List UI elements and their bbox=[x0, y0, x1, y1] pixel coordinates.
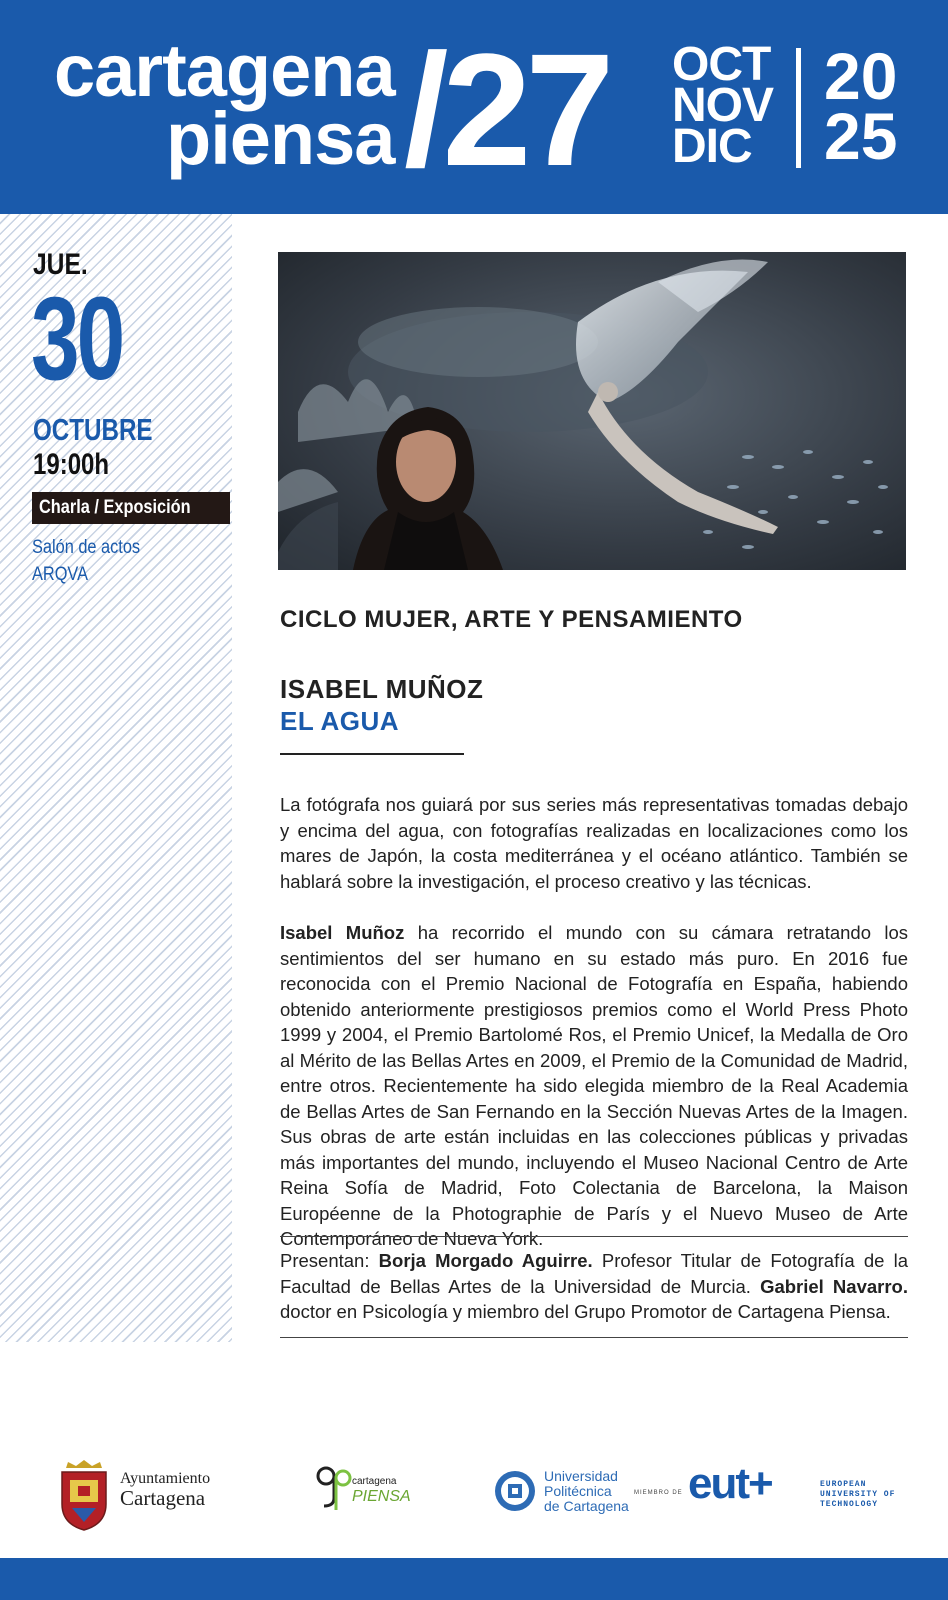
event-day: 30 bbox=[31, 273, 123, 405]
edition-months bbox=[672, 38, 774, 173]
upct-name bbox=[544, 1469, 629, 1514]
upct-line1: Universidad bbox=[544, 1468, 618, 1484]
month-nov: NOV bbox=[672, 79, 774, 132]
month-dic: DIC bbox=[672, 120, 752, 173]
upct-line2: Politécnica bbox=[544, 1483, 612, 1499]
presenter2-text: doctor en Psicología y miembro del Grupo Promotor de Cartagena Piensa. bbox=[280, 1301, 891, 1322]
header-title-line2: piensa bbox=[166, 97, 395, 180]
talk-title: EL AGUA bbox=[280, 706, 400, 736]
ayuntamiento-crest-icon bbox=[56, 1460, 112, 1532]
event-type-label: Charla / Exposición bbox=[39, 497, 191, 518]
event-month: OCTUBRE bbox=[33, 412, 153, 447]
event-time: 19:00h bbox=[33, 448, 110, 481]
cartagena-piensa-logo-icon bbox=[316, 1464, 352, 1514]
event-type-badge bbox=[32, 492, 230, 524]
divider-bottom bbox=[280, 1337, 908, 1338]
venue-line1: Salón de actos bbox=[32, 537, 141, 558]
presenter2-name: Gabriel Navarro. bbox=[760, 1275, 908, 1297]
presenters-label: Presentan: bbox=[280, 1250, 379, 1271]
cycle-title: CICLO MUJER, ARTE Y PENSAMIENTO bbox=[280, 606, 743, 633]
eut-logo-mark: eut+ bbox=[688, 1459, 772, 1508]
bio-text: ha recorrido el mundo con su cámara retratando los sentimientos del ser humano en su estado más puro. En 2016 fue reconocida con el Premio Nacional de Fotografía en España, habiendo obtenido anteriormente prestigiosos premios como el World Press Photo 1999 y 2004, el Premio Bartolomé Ros, el Premio Unicef, la Medalla de Oro al Mérito de las Bellas Artes en 2009, el Premio de la Comunidad de Madrid, entre otros. Recientemente ha sido elegida miembro de la Real Academia de Bellas Artes de San Fernando en la Sección Nuevas Artes de la Imagen. Sus obras de arte están incluidas en las colecciones públicas y privadas más importantes del mundo, incluyendo el Museo Nacional Centro de Arte Reina Sofía de Madrid, Foto Colectania de Barcelona, la Maison Européenne de la Photographie de París y el Nuevo Museo de Arte Contemporáneo de Nueva York. bbox=[280, 922, 908, 1249]
edition-year bbox=[824, 39, 898, 173]
cp-line2: PIENSA bbox=[352, 1488, 411, 1505]
presenter1-text: Profesor Titular de Fotografía de la Facultad de Bellas Artes de la Universidad de Murcia. bbox=[280, 1250, 908, 1297]
ayto-line2: Cartagena bbox=[120, 1486, 206, 1510]
header-title-line1: cartagena bbox=[54, 29, 395, 112]
event-venue bbox=[32, 534, 140, 588]
ayto-line1: Ayuntamiento bbox=[120, 1470, 211, 1487]
sponsor-logos bbox=[0, 1450, 948, 1540]
member-of-label: MIEMBRO DE bbox=[634, 1490, 683, 1496]
event-weekday: JUE. bbox=[33, 248, 88, 281]
eut-name bbox=[820, 1480, 895, 1510]
year-line2: 25 bbox=[824, 99, 898, 173]
upct-emblem-icon bbox=[494, 1470, 536, 1512]
year-line1: 20 bbox=[824, 39, 898, 113]
month-oct: OCT bbox=[672, 38, 771, 91]
header-banner bbox=[0, 0, 948, 214]
divider-top bbox=[280, 1236, 908, 1237]
cp-line1: cartagena bbox=[352, 1476, 397, 1487]
eut-line1: EUROPEAN bbox=[820, 1480, 867, 1489]
edition-number: /27 bbox=[404, 20, 609, 199]
presenters-paragraph bbox=[280, 1248, 908, 1325]
event-photo bbox=[278, 252, 906, 570]
title-underline bbox=[280, 753, 464, 755]
eut-line2: UNIVERSITY OF bbox=[820, 1490, 896, 1499]
header-divider bbox=[796, 48, 801, 168]
eut-line3: TECHNOLOGY bbox=[820, 1500, 879, 1509]
bio-name: Isabel Muñoz bbox=[280, 922, 405, 943]
venue-line2: ARQVA bbox=[32, 564, 88, 585]
presenter1-name: Borja Morgado Aguirre. bbox=[378, 1250, 593, 1271]
speaker-name: ISABEL MUÑOZ bbox=[280, 674, 484, 704]
footer-bar bbox=[0, 1558, 948, 1600]
bio-paragraph bbox=[280, 920, 908, 1252]
upct-line3: de Cartagena bbox=[544, 1498, 629, 1514]
description-paragraph: La fotógrafa nos guiará por sus series más representativas tomadas debajo y encima del agua, con fotografías realizadas en localizaciones como los mares de Japón, la costa mediterránea y el océano atlántico. También se hablará sobre la investigación, el proceso creativo y las técnicas. bbox=[280, 794, 908, 892]
underwater-portrait-image bbox=[278, 252, 906, 570]
